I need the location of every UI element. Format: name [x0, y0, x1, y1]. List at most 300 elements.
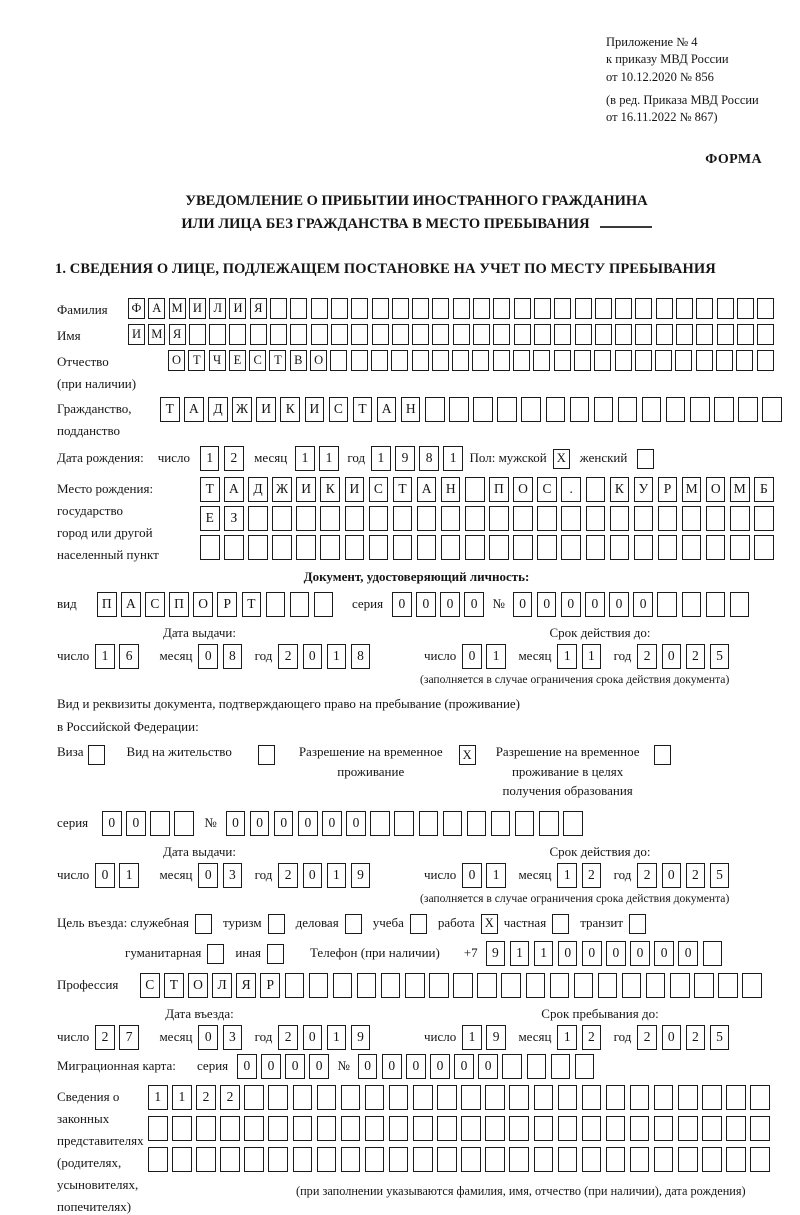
char-cell[interactable]: 0 [392, 592, 412, 617]
char-cell[interactable] [389, 1116, 409, 1141]
char-cell[interactable]: 1 [200, 446, 220, 471]
char-cell[interactable] [750, 1116, 770, 1141]
char-cell[interactable] [717, 324, 734, 345]
char-cell[interactable] [575, 1054, 595, 1079]
char-cell[interactable]: 1 [557, 863, 577, 888]
char-cell[interactable]: 0 [654, 941, 674, 966]
char-cell[interactable] [320, 535, 340, 560]
char-cell[interactable] [558, 1116, 578, 1141]
char-cell[interactable]: 1 [534, 941, 554, 966]
char-cell[interactable] [317, 1085, 337, 1110]
char-cell[interactable] [558, 1085, 578, 1110]
char-cell[interactable] [372, 298, 389, 319]
char-cell[interactable]: 1 [371, 446, 391, 471]
char-cell[interactable]: Т [242, 592, 262, 617]
char-cell[interactable] [441, 535, 461, 560]
char-cell[interactable] [757, 298, 774, 319]
char-cell[interactable] [432, 324, 449, 345]
char-cell[interactable] [610, 506, 630, 531]
char-cell[interactable]: 7 [119, 1025, 139, 1050]
char-cell[interactable] [561, 535, 581, 560]
char-cell[interactable] [477, 973, 497, 998]
char-cell[interactable] [716, 350, 733, 371]
char-cell[interactable]: 3 [223, 1025, 243, 1050]
char-cell[interactable]: Т [164, 973, 184, 998]
char-cell[interactable]: 8 [351, 644, 371, 669]
char-cell[interactable] [509, 1116, 529, 1141]
char-cell[interactable] [678, 1147, 698, 1172]
char-cell[interactable]: В [290, 350, 307, 371]
checkbox-humanitarian[interactable] [207, 944, 224, 964]
char-cell[interactable]: 0 [464, 592, 484, 617]
char-cell[interactable] [172, 1116, 192, 1141]
char-cell[interactable] [148, 1147, 168, 1172]
char-cell[interactable] [757, 350, 774, 371]
char-cell[interactable] [521, 397, 541, 422]
char-cell[interactable] [389, 1147, 409, 1172]
char-cell[interactable] [718, 973, 738, 998]
char-cell[interactable] [635, 298, 652, 319]
char-cell[interactable] [365, 1116, 385, 1141]
char-cell[interactable] [742, 973, 762, 998]
char-cell[interactable] [702, 1147, 722, 1172]
char-cell[interactable]: 3 [223, 863, 243, 888]
char-cell[interactable] [393, 535, 413, 560]
char-cell[interactable] [574, 350, 591, 371]
permit-valid-year[interactable] [637, 863, 733, 888]
char-cell[interactable] [485, 1085, 505, 1110]
char-cell[interactable]: И [256, 397, 276, 422]
char-cell[interactable] [514, 324, 531, 345]
char-cell[interactable]: 0 [662, 644, 682, 669]
char-cell[interactable] [189, 324, 206, 345]
char-cell[interactable]: 0 [558, 941, 578, 966]
char-cell[interactable] [598, 973, 618, 998]
char-cell[interactable]: 0 [416, 592, 436, 617]
char-cell[interactable] [473, 298, 490, 319]
char-cell[interactable] [561, 506, 581, 531]
char-cell[interactable]: 0 [454, 1054, 474, 1079]
checkbox-residence-permit[interactable] [258, 745, 275, 765]
char-cell[interactable]: М [682, 477, 702, 502]
char-cell[interactable]: О [513, 477, 533, 502]
char-cell[interactable]: С [140, 973, 160, 998]
char-cell[interactable]: Д [208, 397, 228, 422]
char-cell[interactable]: 1 [582, 644, 602, 669]
char-cell[interactable]: 0 [322, 811, 342, 836]
char-cell[interactable]: Б [754, 477, 774, 502]
stay-month[interactable] [557, 1025, 605, 1050]
char-cell[interactable] [248, 506, 268, 531]
char-cell[interactable] [437, 1085, 457, 1110]
char-cell[interactable]: 2 [686, 863, 706, 888]
char-cell[interactable]: К [280, 397, 300, 422]
char-cell[interactable] [586, 477, 606, 502]
checkbox-male[interactable]: X [553, 449, 570, 469]
char-cell[interactable] [473, 397, 493, 422]
char-cell[interactable]: 1 [557, 1025, 577, 1050]
char-cell[interactable]: 0 [303, 863, 323, 888]
char-cell[interactable]: 9 [351, 1025, 371, 1050]
char-cell[interactable]: 0 [462, 644, 482, 669]
char-cell[interactable] [694, 973, 714, 998]
char-cell[interactable] [502, 1054, 522, 1079]
char-cell[interactable] [586, 535, 606, 560]
char-cell[interactable] [658, 535, 678, 560]
char-cell[interactable]: Я [169, 324, 186, 345]
char-cell[interactable] [413, 1085, 433, 1110]
char-cell[interactable] [412, 350, 429, 371]
permit-issue-month[interactable] [198, 863, 246, 888]
char-cell[interactable] [472, 350, 489, 371]
char-cell[interactable]: 0 [237, 1054, 257, 1079]
char-cell[interactable]: М [148, 324, 165, 345]
char-cell[interactable]: 0 [478, 1054, 498, 1079]
char-cell[interactable] [534, 324, 551, 345]
char-cell[interactable]: 9 [395, 446, 415, 471]
char-cell[interactable] [351, 324, 368, 345]
char-cell[interactable] [489, 506, 509, 531]
char-cell[interactable] [615, 324, 632, 345]
char-cell[interactable] [678, 1116, 698, 1141]
char-cell[interactable] [372, 324, 389, 345]
char-cell[interactable] [345, 506, 365, 531]
doc-issue-day[interactable] [95, 644, 143, 669]
char-cell[interactable] [513, 350, 530, 371]
char-cell[interactable] [534, 1085, 554, 1110]
char-cell[interactable]: Ж [272, 477, 292, 502]
char-cell[interactable]: 0 [633, 592, 653, 617]
char-cell[interactable] [244, 1085, 264, 1110]
char-cell[interactable]: 2 [582, 1025, 602, 1050]
char-cell[interactable] [575, 298, 592, 319]
char-cell[interactable]: Е [200, 506, 220, 531]
char-cell[interactable] [293, 1116, 313, 1141]
char-cell[interactable] [750, 1085, 770, 1110]
char-cell[interactable] [702, 1085, 722, 1110]
char-cell[interactable] [513, 535, 533, 560]
char-cell[interactable] [412, 298, 429, 319]
char-cell[interactable] [419, 811, 439, 836]
char-cell[interactable] [551, 1054, 571, 1079]
char-cell[interactable]: 0 [662, 1025, 682, 1050]
char-cell[interactable] [606, 1116, 626, 1141]
checkbox-visa[interactable] [88, 745, 105, 765]
char-cell[interactable] [537, 506, 557, 531]
char-cell[interactable] [534, 1116, 554, 1141]
char-cell[interactable]: О [310, 350, 327, 371]
char-cell[interactable]: 5 [710, 1025, 730, 1050]
char-cell[interactable] [670, 973, 690, 998]
char-cell[interactable] [533, 350, 550, 371]
char-cell[interactable]: М [169, 298, 186, 319]
char-cell[interactable] [148, 1116, 168, 1141]
checkbox-temp-residence-edu[interactable] [654, 745, 671, 765]
char-cell[interactable] [369, 506, 389, 531]
char-cell[interactable] [392, 298, 409, 319]
birth-place-row3[interactable] [200, 535, 778, 560]
char-cell[interactable] [646, 973, 666, 998]
char-cell[interactable]: Л [209, 298, 226, 319]
char-cell[interactable] [501, 973, 521, 998]
permit-issue-day[interactable] [95, 863, 143, 888]
char-cell[interactable]: Е [229, 350, 246, 371]
char-cell[interactable]: 2 [278, 863, 298, 888]
char-cell[interactable]: 0 [609, 592, 629, 617]
char-cell[interactable]: Т [200, 477, 220, 502]
char-cell[interactable]: 9 [486, 1025, 506, 1050]
char-cell[interactable] [293, 1147, 313, 1172]
char-cell[interactable] [250, 324, 267, 345]
char-cell[interactable] [369, 535, 389, 560]
permit-number-field[interactable] [226, 811, 587, 836]
char-cell[interactable] [534, 1147, 554, 1172]
char-cell[interactable] [285, 973, 305, 998]
doc-valid-month[interactable] [557, 644, 605, 669]
char-cell[interactable]: 0 [261, 1054, 281, 1079]
char-cell[interactable] [317, 1147, 337, 1172]
char-cell[interactable] [730, 535, 750, 560]
char-cell[interactable]: 1 [557, 644, 577, 669]
checkbox-business[interactable] [345, 914, 362, 934]
char-cell[interactable]: 0 [102, 811, 122, 836]
char-cell[interactable] [750, 1147, 770, 1172]
char-cell[interactable]: 0 [250, 811, 270, 836]
entry-year[interactable] [278, 1025, 374, 1050]
char-cell[interactable]: 9 [351, 863, 371, 888]
char-cell[interactable]: 1 [443, 446, 463, 471]
char-cell[interactable] [730, 506, 750, 531]
char-cell[interactable]: 5 [710, 863, 730, 888]
char-cell[interactable] [341, 1085, 361, 1110]
char-cell[interactable] [473, 324, 490, 345]
char-cell[interactable]: С [537, 477, 557, 502]
char-cell[interactable]: 2 [637, 1025, 657, 1050]
char-cell[interactable] [595, 298, 612, 319]
char-cell[interactable] [461, 1147, 481, 1172]
char-cell[interactable] [449, 397, 469, 422]
char-cell[interactable]: 2 [95, 1025, 115, 1050]
char-cell[interactable] [654, 1147, 674, 1172]
char-cell[interactable] [574, 973, 594, 998]
char-cell[interactable]: А [377, 397, 397, 422]
char-cell[interactable] [365, 1147, 385, 1172]
char-cell[interactable]: Н [401, 397, 421, 422]
char-cell[interactable]: 0 [678, 941, 698, 966]
char-cell[interactable] [706, 506, 726, 531]
char-cell[interactable] [311, 324, 328, 345]
char-cell[interactable]: 0 [198, 644, 218, 669]
char-cell[interactable] [268, 1116, 288, 1141]
char-cell[interactable] [582, 1085, 602, 1110]
char-cell[interactable]: 0 [630, 941, 650, 966]
char-cell[interactable] [244, 1116, 264, 1141]
char-cell[interactable]: А [148, 298, 165, 319]
char-cell[interactable]: Н [441, 477, 461, 502]
char-cell[interactable]: Ж [232, 397, 252, 422]
char-cell[interactable] [392, 324, 409, 345]
char-cell[interactable]: 0 [198, 1025, 218, 1050]
char-cell[interactable] [515, 811, 535, 836]
char-cell[interactable] [606, 1085, 626, 1110]
char-cell[interactable] [437, 1147, 457, 1172]
char-cell[interactable] [272, 535, 292, 560]
char-cell[interactable]: 1 [510, 941, 530, 966]
char-cell[interactable] [717, 298, 734, 319]
char-cell[interactable] [726, 1147, 746, 1172]
char-cell[interactable]: 0 [606, 941, 626, 966]
char-cell[interactable]: 6 [119, 644, 139, 669]
char-cell[interactable] [296, 535, 316, 560]
char-cell[interactable] [714, 397, 734, 422]
char-cell[interactable] [311, 298, 328, 319]
char-cell[interactable] [394, 811, 414, 836]
char-cell[interactable] [595, 324, 612, 345]
doc-kind-field[interactable] [97, 592, 338, 617]
char-cell[interactable] [453, 298, 470, 319]
char-cell[interactable] [703, 941, 723, 966]
char-cell[interactable]: 2 [224, 446, 244, 471]
char-cell[interactable]: 2 [582, 863, 602, 888]
char-cell[interactable] [370, 811, 390, 836]
legal-row3[interactable] [148, 1147, 774, 1172]
char-cell[interactable] [726, 1085, 746, 1110]
char-cell[interactable] [550, 973, 570, 998]
birth-month-field[interactable] [295, 446, 343, 471]
char-cell[interactable]: А [417, 477, 437, 502]
char-cell[interactable] [290, 298, 307, 319]
char-cell[interactable] [150, 811, 170, 836]
char-cell[interactable]: 0 [226, 811, 246, 836]
char-cell[interactable]: А [121, 592, 141, 617]
char-cell[interactable] [554, 324, 571, 345]
char-cell[interactable]: Т [353, 397, 373, 422]
char-cell[interactable] [635, 350, 652, 371]
char-cell[interactable] [268, 1085, 288, 1110]
char-cell[interactable] [268, 1147, 288, 1172]
char-cell[interactable] [393, 506, 413, 531]
char-cell[interactable] [314, 592, 334, 617]
char-cell[interactable] [266, 592, 286, 617]
char-cell[interactable] [630, 1116, 650, 1141]
char-cell[interactable]: И [189, 298, 206, 319]
char-cell[interactable] [655, 350, 672, 371]
char-cell[interactable] [654, 1116, 674, 1141]
char-cell[interactable] [391, 350, 408, 371]
char-cell[interactable]: М [730, 477, 750, 502]
char-cell[interactable] [493, 350, 510, 371]
char-cell[interactable] [437, 1116, 457, 1141]
char-cell[interactable] [320, 506, 340, 531]
mig-number-field[interactable] [358, 1054, 599, 1079]
birth-day-field[interactable] [200, 446, 248, 471]
char-cell[interactable]: Ч [209, 350, 226, 371]
checkbox-work[interactable]: X [481, 914, 498, 934]
char-cell[interactable] [345, 535, 365, 560]
char-cell[interactable] [513, 506, 533, 531]
char-cell[interactable] [290, 324, 307, 345]
permit-valid-month[interactable] [557, 863, 605, 888]
char-cell[interactable] [706, 592, 726, 617]
char-cell[interactable] [357, 973, 377, 998]
char-cell[interactable]: 1 [148, 1085, 168, 1110]
char-cell[interactable] [309, 973, 329, 998]
char-cell[interactable]: 5 [710, 644, 730, 669]
doc-series-field[interactable] [392, 592, 488, 617]
char-cell[interactable] [509, 1147, 529, 1172]
char-cell[interactable]: Т [393, 477, 413, 502]
char-cell[interactable] [413, 1116, 433, 1141]
char-cell[interactable]: 0 [430, 1054, 450, 1079]
char-cell[interactable]: 2 [637, 863, 657, 888]
char-cell[interactable] [196, 1147, 216, 1172]
char-cell[interactable]: Т [188, 350, 205, 371]
char-cell[interactable] [432, 350, 449, 371]
char-cell[interactable] [754, 506, 774, 531]
permit-issue-year[interactable] [278, 863, 374, 888]
permit-series-field[interactable] [102, 811, 198, 836]
char-cell[interactable] [417, 506, 437, 531]
char-cell[interactable]: 2 [686, 644, 706, 669]
char-cell[interactable]: 1 [327, 1025, 347, 1050]
char-cell[interactable] [485, 1147, 505, 1172]
char-cell[interactable] [657, 592, 677, 617]
char-cell[interactable] [465, 535, 485, 560]
char-cell[interactable]: И [128, 324, 145, 345]
char-cell[interactable]: 0 [309, 1054, 329, 1079]
char-cell[interactable]: К [320, 477, 340, 502]
char-cell[interactable] [341, 1147, 361, 1172]
char-cell[interactable] [682, 592, 702, 617]
char-cell[interactable] [443, 811, 463, 836]
char-cell[interactable] [618, 397, 638, 422]
char-cell[interactable] [737, 298, 754, 319]
char-cell[interactable] [220, 1116, 240, 1141]
char-cell[interactable] [526, 973, 546, 998]
doc-valid-year[interactable] [637, 644, 733, 669]
birth-place-row2[interactable] [200, 506, 778, 531]
char-cell[interactable]: 0 [303, 1025, 323, 1050]
char-cell[interactable] [537, 535, 557, 560]
char-cell[interactable]: 1 [295, 446, 315, 471]
char-cell[interactable]: З [224, 506, 244, 531]
char-cell[interactable]: 2 [686, 1025, 706, 1050]
char-cell[interactable]: 0 [406, 1054, 426, 1079]
char-cell[interactable] [754, 535, 774, 560]
char-cell[interactable] [539, 811, 559, 836]
char-cell[interactable]: О [168, 350, 185, 371]
char-cell[interactable]: 1 [462, 1025, 482, 1050]
char-cell[interactable] [333, 973, 353, 998]
char-cell[interactable]: 2 [196, 1085, 216, 1110]
char-cell[interactable] [730, 592, 750, 617]
char-cell[interactable]: 0 [585, 592, 605, 617]
char-cell[interactable]: 0 [561, 592, 581, 617]
char-cell[interactable] [690, 397, 710, 422]
char-cell[interactable] [678, 1085, 698, 1110]
char-cell[interactable] [586, 506, 606, 531]
char-cell[interactable]: 0 [662, 863, 682, 888]
char-cell[interactable] [696, 324, 713, 345]
char-cell[interactable] [485, 1116, 505, 1141]
char-cell[interactable]: 1 [119, 863, 139, 888]
char-cell[interactable] [290, 592, 310, 617]
char-cell[interactable]: Т [269, 350, 286, 371]
char-cell[interactable]: 2 [637, 644, 657, 669]
checkbox-transit[interactable] [629, 914, 646, 934]
char-cell[interactable]: С [249, 350, 266, 371]
char-cell[interactable]: 0 [513, 592, 533, 617]
